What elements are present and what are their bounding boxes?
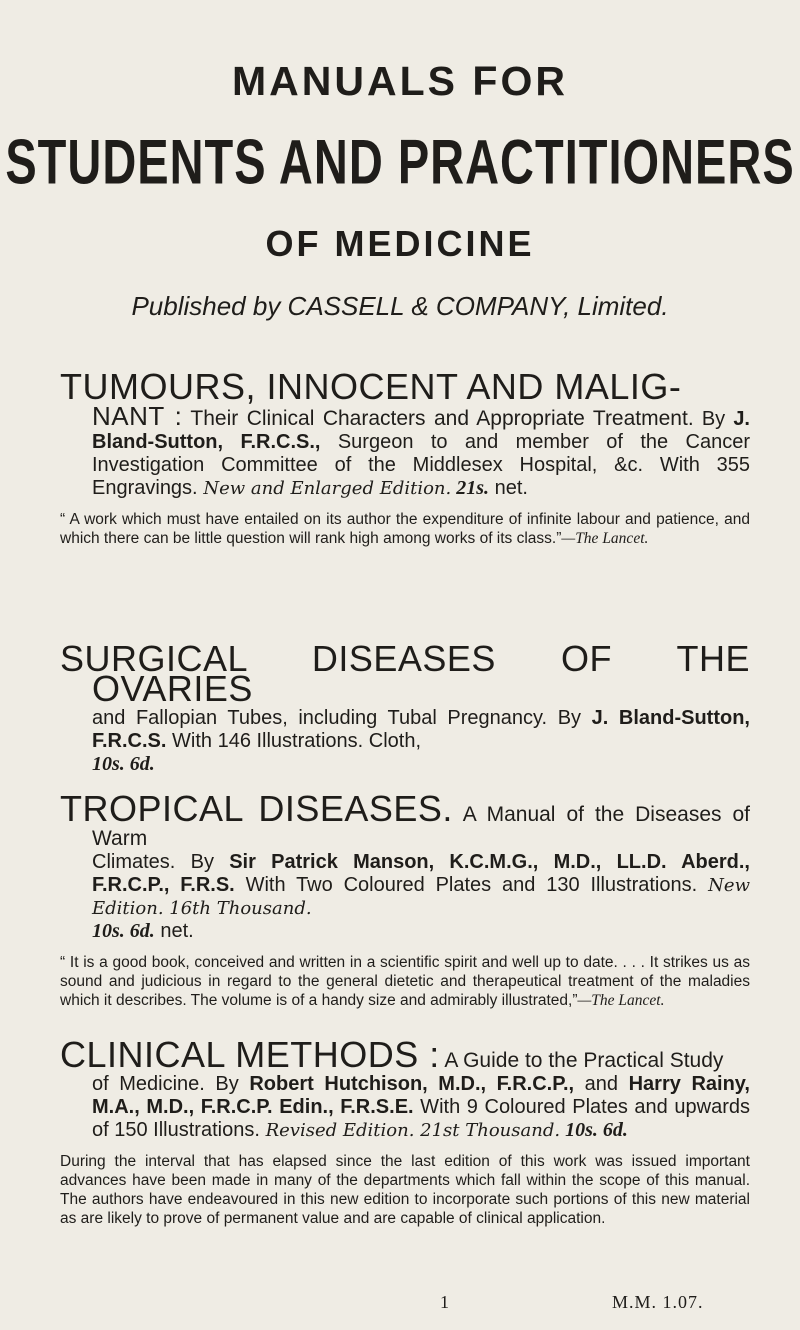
- catalogue-code: M.M. 1.07.: [612, 1292, 704, 1312]
- review-quote: [60, 510, 750, 548]
- book-entry-clinical-methods: [60, 1034, 750, 1228]
- price-suffix: net.: [489, 477, 528, 499]
- by-text: By: [693, 408, 734, 430]
- quote-text: “ A work which must have entailed on its author the expenditure of infinite labour and patience, and which there can be little question will rank high among works of its class.”: [60, 511, 750, 547]
- review-quote: [60, 953, 750, 1010]
- book-details-lead: of Medicine. By: [92, 1073, 250, 1095]
- book-edition: New and Enlarged Edition.: [197, 478, 452, 499]
- book-author: J. Bland-Sutton, F.R.C.S.,: [92, 408, 750, 453]
- price-suffix: net.: [154, 920, 194, 942]
- entry-description: [60, 366, 750, 500]
- book-details-lead: and Fallopian Tubes, including Tubal Pregnancy. By: [92, 707, 592, 729]
- book-price: 10s. 6d.: [560, 1119, 628, 1141]
- book-details: With 9 Coloured Plates and upwards of 150 Illustrations.: [92, 1096, 750, 1141]
- book-price: 10s. 6d.: [92, 753, 155, 775]
- book-price: 21s.: [451, 477, 490, 499]
- book-subtitle: A Manual of the Diseases of Warm: [92, 803, 750, 850]
- quote-source: —The Lancet.: [561, 530, 649, 547]
- entry-description: [60, 788, 750, 943]
- book-title: CLINICAL METHODS :: [60, 1034, 440, 1075]
- book-entry-tumours: [60, 366, 750, 548]
- book-title: TROPICAL DISEASES.: [60, 788, 453, 829]
- entry-description: [60, 638, 750, 776]
- book-subtitle: Their Clinical Characters and Appropriate Treatment.: [182, 407, 694, 430]
- book-title: SURGICAL DISEASES OF THE OVARIES: [60, 638, 750, 709]
- book-details: With Two Coloured Plates and 130 Illustrations.: [234, 874, 698, 896]
- book-title: TUMOURS, INNOCENT AND MALIG-: [60, 366, 682, 407]
- heading-of-medicine: OF MEDICINE: [265, 223, 535, 264]
- book-author: J. Bland-Sutton, F.R.C.S.: [92, 707, 750, 752]
- book-coauthor: Harry Rainy, M.A., M.D., F.R.C.P. Edin., F.R.S.E.: [92, 1073, 750, 1118]
- book-entry-tropical: [60, 788, 750, 1010]
- book-edition: Revised Edition. 21st Thousand.: [259, 1120, 561, 1141]
- book-details: With 146 Illustrations. Cloth,: [166, 730, 422, 752]
- book-details-lead: Climates. By: [92, 851, 230, 873]
- publisher-line: Published by CASSELL & COMPANY, Limited.: [131, 291, 669, 321]
- book-edition: New Edition. 16th Thousand.: [92, 875, 750, 919]
- book-entry-ovaries: [60, 638, 750, 776]
- quote-text: “ It is a good book, conceived and written in a scientific spirit and well up to date. . . . It strikes us as sound and judicious in regard to the general dietetic and therapeutical treatment of the maladies which it describes. The volume is of a handy size and admirably illustrated,”: [60, 954, 750, 1009]
- book-details: Surgeon to and member of the Cancer Investigation Committee of the Middlesex Hospital, &c. With 355 Engravings.: [92, 431, 750, 499]
- book-price: 10s. 6d.: [92, 920, 155, 942]
- entry-note: During the interval that has elapsed since the last edition of this work was issued important advances have been made in many of the departments which fall within the scope of this manual. The authors have endeavoured in this new edition to incorporate such portions of this new material as are likely to prove of permanent value and are capable of clinical application.: [60, 1153, 750, 1227]
- heading-students-practitioners: STUDENTS AND PRACTITIONERS: [5, 125, 795, 197]
- and-text: and: [574, 1073, 629, 1095]
- book-author: Robert Hutchison, M.D., F.R.C.P.,: [249, 1073, 575, 1095]
- book-subtitle: A Guide to the Practical Study: [439, 1049, 724, 1072]
- book-title-continued: NANT :: [92, 401, 183, 431]
- page-number: 1: [440, 1292, 449, 1312]
- entry-description: [60, 1034, 750, 1142]
- book-author: Sir Patrick Manson, K.C.M.G., M.D., LL.D. Aberd., F.R.C.P., F.R.S.: [92, 851, 750, 896]
- heading-manuals-for: MANUALS FOR: [232, 58, 568, 104]
- quote-source: —The Lancet.: [577, 992, 665, 1009]
